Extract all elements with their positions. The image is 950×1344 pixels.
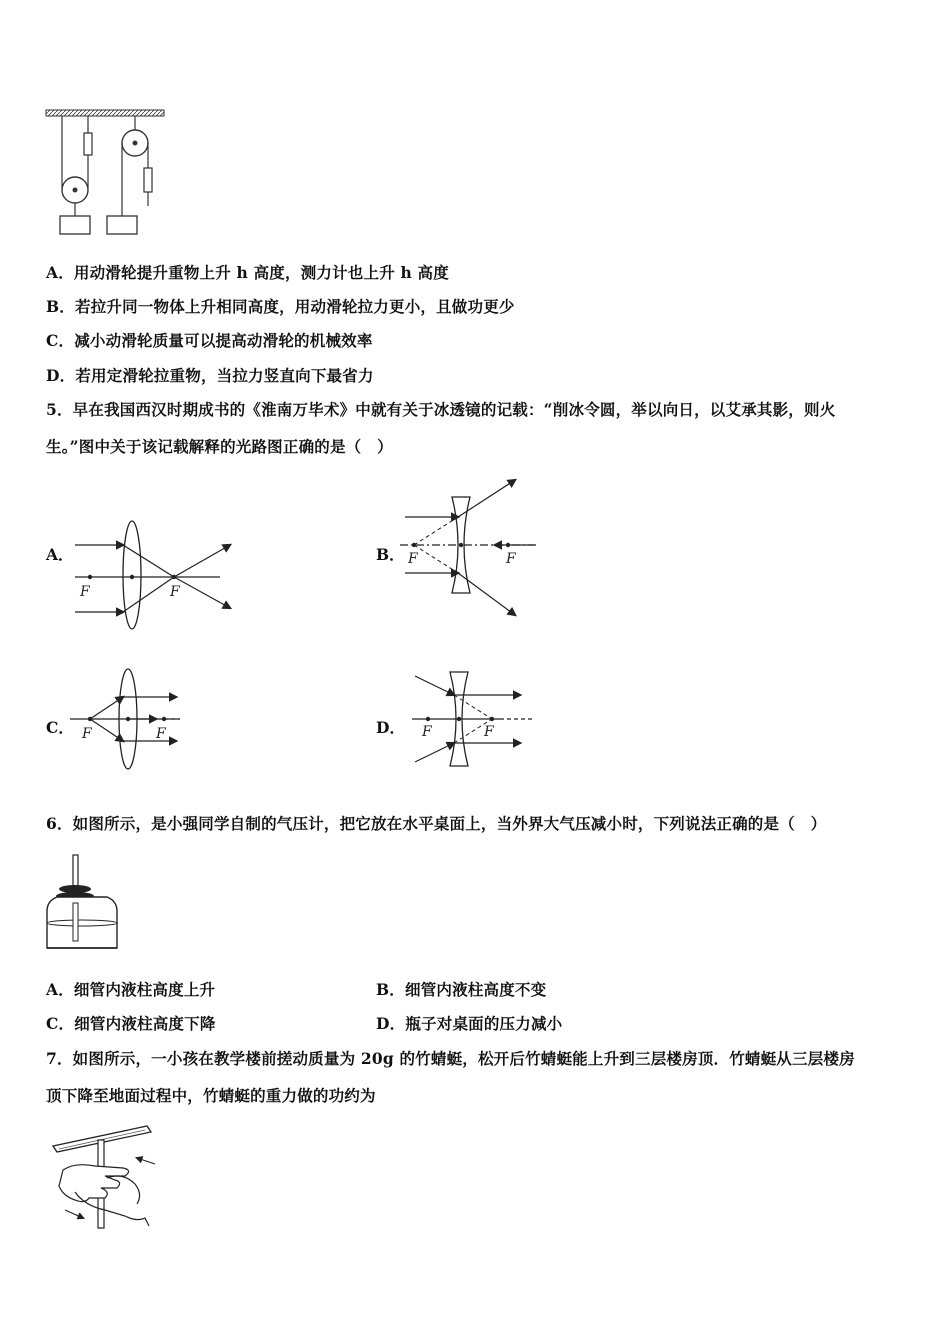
q5-option-d-label: D． [376,718,405,737]
q6-option-c: C．细管内液柱高度下降 [46,1014,216,1033]
q6-stem: 6．如图所示，是小强同学自制的气压计，把它放在水平桌面上，当外界大气压减小时，下列说法正确的是（ ） [46,814,827,833]
q5-b-focus-right: F [506,551,516,567]
q4-option-c: C．减小动滑轮质量可以提高动滑轮的机械效率 [46,331,373,350]
q5-stem-line2: 生。”图中关于该记载解释的光路图正确的是（ ） [46,437,393,456]
pulley-figure [40,108,170,243]
q4-option-b: B．若拉升同一物体上升相同高度，用动滑轮拉力更小，且做功更少 [46,297,515,316]
q5-d-focus-right: F [484,724,494,740]
q4-option-a: A．用动滑轮提升重物上升 h 高度，测力计也上升 h 高度 [46,263,449,282]
q5-a-focus-right: F [170,584,180,600]
q5-option-a-label: A． [46,545,74,564]
q5-option-b-label: B． [376,545,405,564]
q5-diagram-a [70,520,240,635]
q5-stem-line1: 5．早在我国西汉时期成书的《淮南万毕术》中就有关于冰透镜的记载：“削冰令圆，举以向日，以艾承其影，则火 [46,400,836,419]
q5-b-focus-left: F [408,551,418,567]
barometer-bottle-figure [45,853,120,955]
q5-option-c-label: C． [46,718,74,737]
q5-a-focus-left: F [80,584,90,600]
q6-option-a: A．细管内液柱高度上升 [46,980,216,999]
q6-option-b: B．细管内液柱高度不变 [376,980,547,999]
q5-diagram-d [410,668,535,773]
q6-option-d: D．瓶子对桌面的压力减小 [376,1014,563,1033]
q7-stem-line2: 顶下降至地面过程中，竹蜻蜓的重力做的功约为 [46,1086,376,1105]
q7-stem-line1: 7．如图所示，一小孩在教学楼前搓动质量为 20g 的竹蜻蜓，松开后竹蜻蜓能上升到三层楼房顶．竹蜻蜓从三层楼房 [46,1049,855,1068]
q5-diagram-c [68,668,198,773]
q5-d-focus-left: F [422,724,432,740]
q5-c-focus-right: F [156,726,166,742]
q5-c-focus-left: F [82,726,92,742]
q5-diagram-b [400,475,540,625]
q4-option-d: D．若用定滑轮拉重物，当拉力竖直向下最省力 [46,366,374,385]
bamboo-dragonfly-figure [45,1118,160,1230]
